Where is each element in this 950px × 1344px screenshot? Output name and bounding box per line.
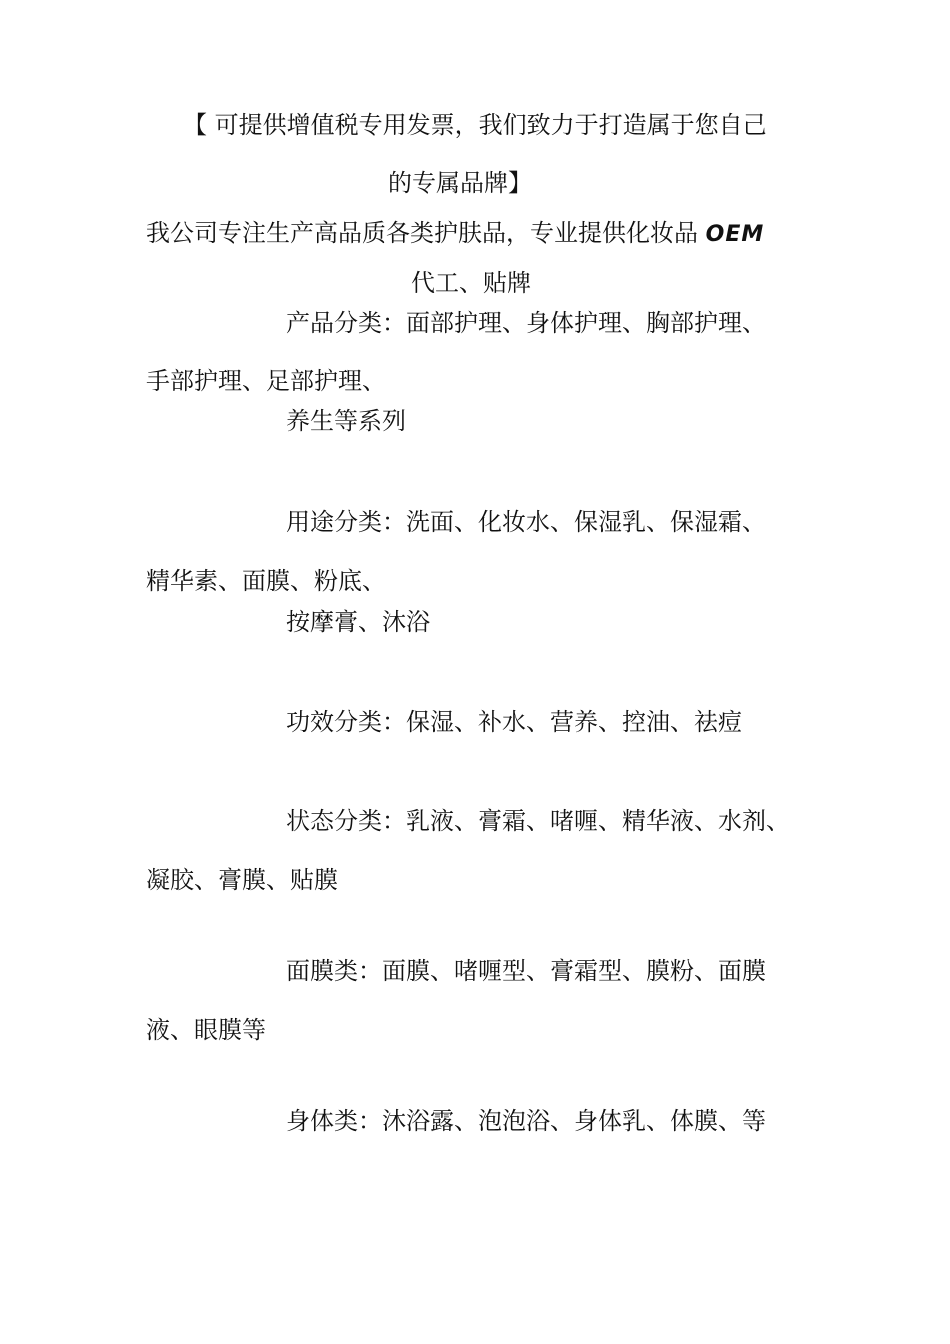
body-category-line-1: 身体类：沐浴露、泡泡浴、身体乳、体膜、等 — [286, 1107, 766, 1135]
intro-text: 我公司专注生产高品质各类护肤品，专业提供化妆品 — [146, 219, 706, 247]
product-category-line-1: 产品分类：面部护理、身体护理、胸部护理、 — [286, 309, 766, 337]
usage-category-line-2: 精华素、面膜、粉底、 — [146, 567, 386, 595]
product-category-line-2: 手部护理、足部护理、 — [146, 367, 386, 395]
header-line-2: 的专属品牌】 — [388, 169, 532, 197]
mask-category-line-1: 面膜类：面膜、啫喱型、膏霜型、膜粉、面膜 — [286, 957, 766, 985]
oem-label: OEM — [705, 222, 765, 247]
usage-category-line-1: 用途分类：洗面、化妆水、保湿乳、保湿霜、 — [286, 508, 766, 536]
header-line-1: 【 可提供增值税专用发票，我们致力于打造属于您自己 — [183, 111, 767, 139]
mask-category-line-2: 液、眼膜等 — [146, 1016, 266, 1044]
product-category-line-3: 养生等系列 — [286, 407, 406, 435]
usage-category-line-3: 按摩膏、沐浴 — [286, 608, 430, 636]
intro-line-2: 代工、贴牌 — [411, 269, 531, 297]
effect-category-line-1: 功效分类：保湿、补水、营养、控油、祛痘 — [286, 708, 742, 736]
state-category-line-2: 凝胶、膏膜、贴膜 — [146, 866, 338, 894]
state-category-line-1: 状态分类：乳液、膏霜、啫喱、精华液、水剂、 — [286, 807, 790, 835]
intro-line-1 — [146, 218, 764, 248]
